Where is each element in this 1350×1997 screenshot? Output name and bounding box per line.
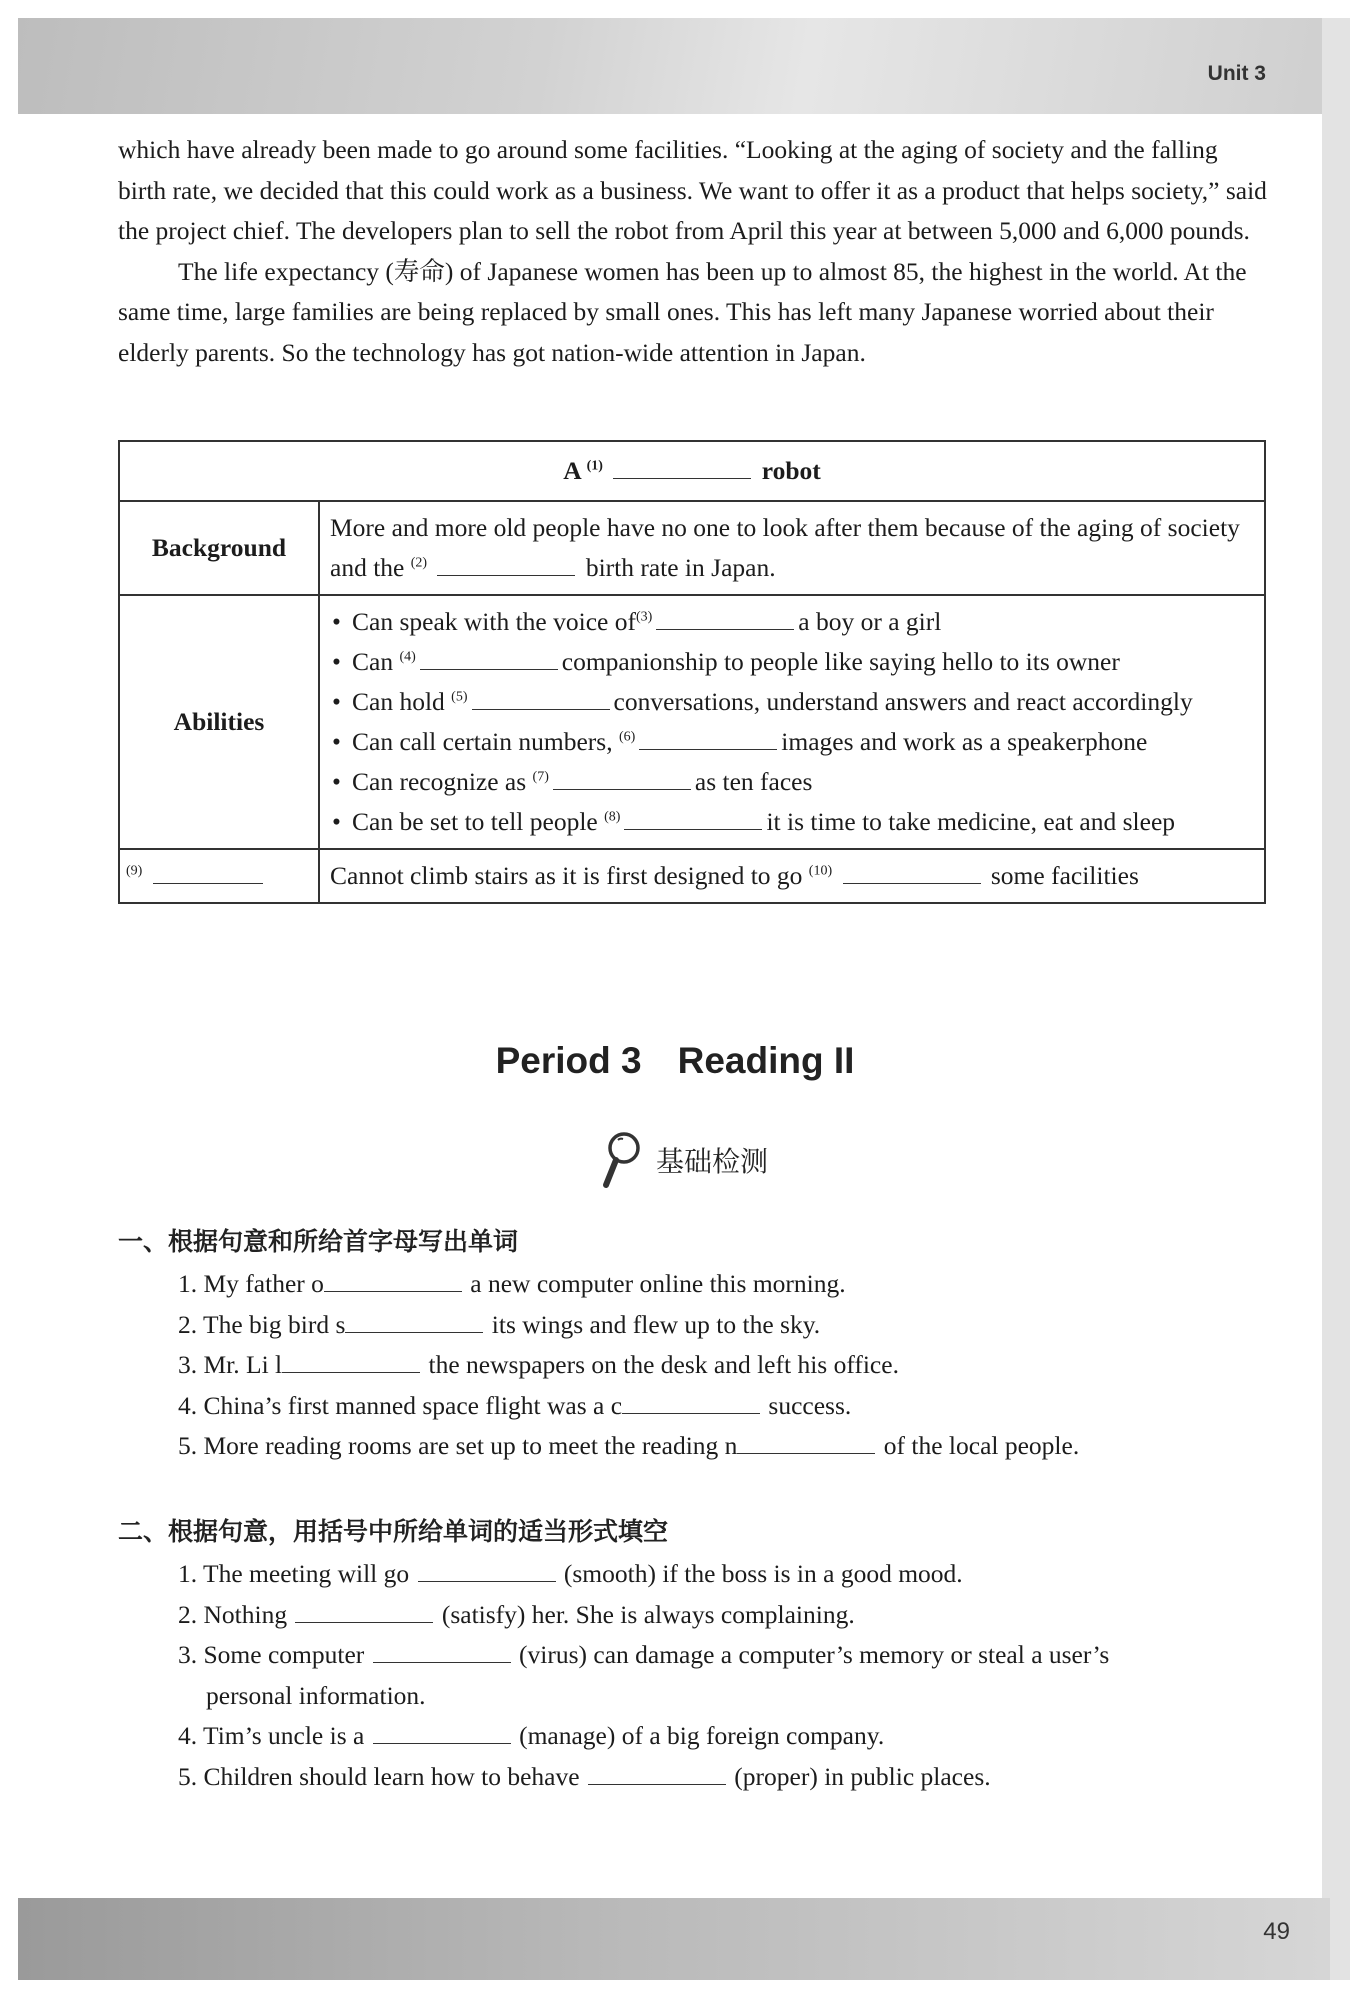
exercise-item: 2. The big bird s its wings and flew up to the sky. — [178, 1309, 821, 1339]
abilities-label: Abilities — [119, 595, 319, 849]
answer-blank-7[interactable] — [553, 767, 691, 790]
basic-check-label: 基础检测 — [656, 1145, 769, 1178]
passage-paragraph-1: which have already been made to go around some facilities. “Looking at the aging of society and the falling birth rate, we decided that this could work as a business. We want to offer it as a product that helps society,” said the project chief. The developers plan to sell the robot from April this year at between 5,000 and 6,000 pounds. — [118, 135, 1267, 245]
table-title-row — [119, 441, 1265, 501]
answer-blank-9[interactable] — [153, 861, 263, 884]
page-number: 49 — [1263, 1918, 1290, 1945]
answer-blank-2[interactable] — [437, 553, 575, 576]
magnifier-icon — [596, 1130, 644, 1190]
ability-item: • Can be set to tell people $^{(8)}$ it is time to take medicine, eat and sleep — [330, 802, 1256, 842]
limitation-row — [119, 849, 1265, 903]
abilities-row — [119, 595, 1265, 849]
blank-number: (1) — [586, 458, 603, 474]
answer-blank-8[interactable] — [624, 807, 762, 830]
exercise-item: 4. Tim’s uncle is a (manage) of a big foreign company. — [178, 1721, 885, 1750]
answer-blank[interactable] — [295, 1600, 433, 1623]
blank-number: (9) — [126, 863, 143, 879]
answer-blank[interactable] — [373, 1721, 511, 1744]
ability-item: • Can hold $^{(5)}$ conversations, understand answers and react accordingly — [330, 682, 1256, 722]
answer-blank[interactable] — [282, 1350, 420, 1373]
summary-table — [118, 440, 1266, 904]
section-2-heading: 二、根据句意，用括号中所给单词的适当形式填空 — [118, 1517, 669, 1546]
exercise-item: 2. Nothing (satisfy) her. She is always complaining. — [178, 1599, 855, 1629]
exercise-item-continued: personal information. — [206, 1680, 426, 1710]
answer-blank-5[interactable] — [472, 687, 610, 710]
exercise-item: 3. Mr. Li l the newspapers on the desk and left his office. — [178, 1350, 899, 1379]
exercise-item: 1. The meeting will go (smooth) if the boss is in a good mood. — [178, 1559, 963, 1588]
answer-blank[interactable] — [622, 1391, 760, 1414]
answer-blank[interactable] — [345, 1310, 483, 1333]
answer-blank[interactable] — [588, 1762, 726, 1785]
passage-paragraph-2: The life expectancy (寿命) of Japanese women has been up to almost 85, the highest in the world. At the same time, large families are being replaced by small ones. This has left many Japanese worried about their elderly parents. So the technology has got nation-wide attention in Japan. — [118, 256, 1247, 367]
exercise-item: 5. Children should learn how to behave (proper) in public places. — [178, 1761, 991, 1791]
basic-check-heading — [596, 1130, 768, 1190]
answer-blank-4[interactable] — [420, 647, 558, 670]
answer-blank-1[interactable] — [613, 456, 751, 479]
section-1-exercises — [178, 1264, 1268, 1467]
ability-item: • Can $^{(4)}$ companionship to people like saying hello to its owner — [330, 642, 1256, 682]
exercise-item: 5. More reading rooms are set up to meet the reading n of the local people. — [178, 1431, 1080, 1460]
answer-blank-3[interactable] — [656, 607, 794, 630]
page-edge-shadow — [1322, 18, 1350, 1980]
answer-blank[interactable] — [737, 1431, 875, 1454]
period-title: Period 3 Reading II — [495, 1040, 855, 1081]
abilities-content — [319, 595, 1265, 849]
answer-blank[interactable] — [418, 1559, 556, 1582]
exercise-item: 4. China’s first manned space flight was a c success. — [178, 1390, 852, 1420]
ability-item: • Can call certain numbers, $^{(6)}$ images and work as a speakerphone — [330, 722, 1256, 762]
section-2-exercises — [178, 1554, 1268, 1797]
background-content: More and more old people have no one to look after them because of the aging of society and the $^{(2)}$ birth rate in Japan. — [319, 501, 1265, 595]
unit-label: Unit 3 — [1207, 62, 1266, 85]
answer-blank[interactable] — [373, 1640, 511, 1663]
footer-band — [18, 1898, 1330, 1980]
abilities-list — [330, 602, 1256, 842]
background-label: Background — [119, 501, 319, 595]
exercise-item: 1. My father o a new computer online this morning. — [178, 1269, 846, 1298]
limitation-content: Cannot climb stairs as it is first designed to go $^{(10)}$ some facilities — [319, 849, 1265, 903]
reading-passage — [118, 130, 1268, 373]
table-title: A $^{(1)}$ robot — [119, 441, 1265, 501]
exercise-item: 3. Some computer (virus) can damage a computer’s memory or steal a user’s — [178, 1640, 1110, 1669]
limitation-label — [119, 849, 319, 903]
ability-item: • Can speak with the voice $of^{(3)}$ a boy or a girl — [330, 602, 1256, 642]
ability-item: • Can recognize as $^{(7)}$ as ten faces — [330, 762, 1256, 802]
header-band — [18, 18, 1330, 114]
blank-number: (2) — [410, 555, 428, 571]
answer-blank[interactable] — [324, 1269, 462, 1292]
answer-blank-6[interactable] — [639, 727, 777, 750]
section-1-heading: 一、根据句意和所给首字母写出单词 — [118, 1227, 519, 1256]
answer-blank-10[interactable] — [843, 861, 981, 884]
background-row — [119, 501, 1265, 595]
blank-number: (10) — [808, 863, 833, 879]
